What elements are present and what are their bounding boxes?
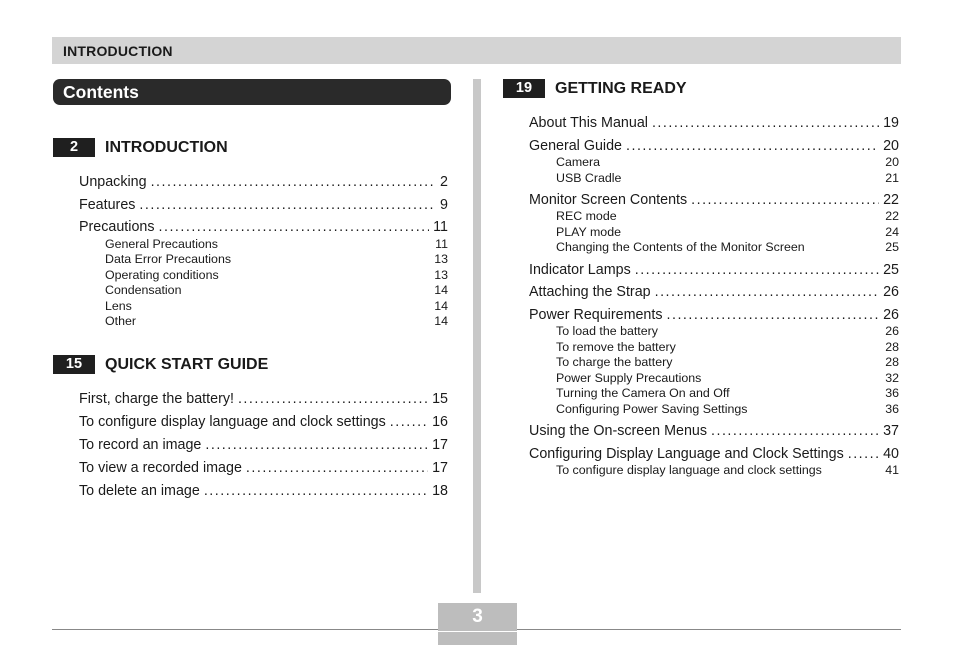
toc-entry-label: Monitor Screen Contents [529,192,688,208]
toc-entry-page: 9 [440,197,448,213]
leader-dots [667,306,880,324]
toc-subentry[interactable] [105,283,448,298]
section-page-number: 19 [503,79,545,98]
toc-subentry[interactable] [556,355,899,370]
toc-entry-label: Using the On-screen Menus [529,423,707,439]
toc-subentry[interactable] [105,237,448,252]
toc-subentry[interactable] [556,324,899,339]
toc-entry-precautions[interactable] [79,218,448,236]
toc-entry-page: 17 [432,460,448,476]
toc-subentry[interactable] [556,340,899,355]
section-title: GETTING READY [555,80,687,97]
toc-entry-label: To delete an image [79,483,200,499]
leader-dots [691,191,879,209]
toc-subentry-page: 14 [434,314,448,328]
toc-entry-label: To configure display language and clock settings [79,414,386,430]
toc-subentry-page: 41 [885,463,899,477]
toc-subentry-page: 21 [885,171,899,185]
toc-subentry-label: Lens [105,299,132,313]
toc-entry[interactable] [529,191,899,209]
leader-dots [159,218,430,236]
toc-entry-label: Indicator Lamps [529,262,631,278]
toc-subentry-page: 24 [885,225,899,239]
toc-entry-page: 18 [432,483,448,499]
toc-entry[interactable] [79,436,448,454]
leader-dots [635,261,879,279]
toc-subentry[interactable] [556,371,899,386]
leader-dots [848,445,879,463]
toc-entry-label: Attaching the Strap [529,284,651,300]
toc-entry-label: First, charge the battery! [79,391,234,407]
toc-entry-label: About This Manual [529,115,648,131]
toc-subentry[interactable] [556,155,899,170]
toc-entry-page: 11 [433,219,448,235]
toc-subentry[interactable] [105,252,448,267]
toc-entry-page: 20 [883,138,899,154]
toc-entry-page: 16 [432,414,448,430]
leader-dots [655,283,879,301]
section-page-number: 2 [53,138,95,157]
leader-dots [390,413,428,431]
toc-entry-label: To view a recorded image [79,460,242,476]
leader-dots [246,459,428,477]
toc-subentry[interactable] [556,386,899,401]
toc-subentry-page: 25 [885,240,899,254]
toc-subentry-label: To remove the battery [556,340,676,354]
toc-entry-page: 26 [883,307,899,323]
toc-subentry-label: Turning the Camera On and Off [556,386,730,400]
toc-entry[interactable] [79,390,448,408]
toc-entry-page: 19 [883,115,899,131]
toc-subentry[interactable] [105,268,448,283]
toc-subentry-label: To load the battery [556,324,658,338]
toc-subentry-page: 20 [885,155,899,169]
leader-dots [711,422,879,440]
section-header-title: INTRODUCTION [63,43,173,59]
toc-subentry-page: 14 [434,283,448,297]
section-header-bar [52,37,901,64]
toc-entry-page: 40 [883,446,899,462]
toc-entry[interactable] [529,137,899,155]
section-heading-introduction[interactable] [53,138,451,158]
toc-entry-unpacking[interactable] [79,173,448,191]
toc-subentry-page: 26 [885,324,899,338]
toc-subentry-page: 13 [434,252,448,266]
section-page-number: 15 [53,355,95,374]
toc-subentry-page: 22 [885,209,899,223]
toc-subentry-label: Other [105,314,136,328]
toc-entry[interactable] [529,283,899,301]
leader-dots [139,196,436,214]
toc-subentry-label: Configuring Power Saving Settings [556,402,748,416]
toc-entry-features[interactable] [79,196,448,214]
section-title: INTRODUCTION [105,139,228,156]
toc-subentry-label: Camera [556,155,601,169]
leader-dots [652,114,879,132]
toc-entry-page: 17 [432,437,448,453]
toc-subentry-label: REC mode [556,209,617,223]
toc-subentry-label: Changing the Contents of the Monitor Screen [556,240,805,254]
toc-entry-label: Precautions [79,219,155,235]
contents-title-bar [53,79,451,105]
toc-subentry[interactable] [556,402,899,417]
toc-entry-label: Features [79,197,136,213]
toc-subentry-page: 28 [885,340,899,354]
toc-entry-page: 2 [440,174,448,190]
toc-entry-page: 15 [432,391,448,407]
toc-entry-label: Power Requirements [529,307,663,323]
page-number: 3 [472,606,483,627]
toc-entry[interactable] [529,114,899,132]
toc-subentry-label: Condensation [105,283,182,297]
toc-entry[interactable] [529,445,899,463]
toc-subentry-label: PLAY mode [556,225,621,239]
toc-entry[interactable] [529,306,899,324]
leader-dots [204,482,428,500]
toc-subentry-label: Operating conditions [105,268,219,282]
toc-subentry-label: Power Supply Precautions [556,371,702,385]
toc-subentry-label: To charge the battery [556,355,673,369]
column-divider [473,79,481,593]
leader-dots [238,390,428,408]
toc-subentry[interactable] [556,171,899,186]
toc-entry[interactable] [79,459,448,477]
leader-dots [626,137,879,155]
leader-dots [151,173,436,191]
toc-subentry-label: To configure display language and clock settings [556,463,822,477]
toc-subentry-label: General Precautions [105,237,218,251]
section-heading-quick-start[interactable] [53,355,451,375]
toc-subentry-page: 13 [434,268,448,282]
toc-entry-page: 22 [883,192,899,208]
toc-subentry[interactable] [105,314,448,329]
toc-entry-label: Unpacking [79,174,147,190]
toc-entry-label: To record an image [79,437,202,453]
toc-subentry-page: 36 [885,402,899,416]
toc-subentry-label: USB Cradle [556,171,622,185]
toc-entry-page: 25 [883,262,899,278]
section-title: QUICK START GUIDE [105,356,269,373]
toc-entry[interactable] [79,482,448,500]
toc-subentry[interactable] [105,299,448,314]
toc-entry-page: 26 [883,284,899,300]
page-number-box [438,603,517,645]
contents-title: Contents [63,82,139,102]
toc-subentry-page: 11 [435,237,448,251]
toc-entry[interactable] [529,422,899,440]
toc-entry-label: General Guide [529,138,622,154]
toc-subentry[interactable] [556,463,899,478]
page-number-bottom [438,632,517,645]
section-heading-getting-ready[interactable] [503,79,901,99]
toc-subentry[interactable] [556,225,899,240]
toc-entry-page: 37 [883,423,899,439]
toc-subentry[interactable] [556,240,899,255]
toc-subentry-page: 36 [885,386,899,400]
toc-entry-label: Configuring Display Language and Clock Settings [529,446,844,462]
leader-dots [205,436,428,454]
toc-entry[interactable] [79,413,448,431]
toc-subentry-label: Data Error Precautions [105,252,232,266]
toc-subentry-page: 14 [434,299,448,313]
toc-subentry[interactable] [556,209,899,224]
toc-subentry-page: 28 [885,355,899,369]
toc-subentry-page: 32 [885,371,899,385]
toc-entry[interactable] [529,261,899,279]
